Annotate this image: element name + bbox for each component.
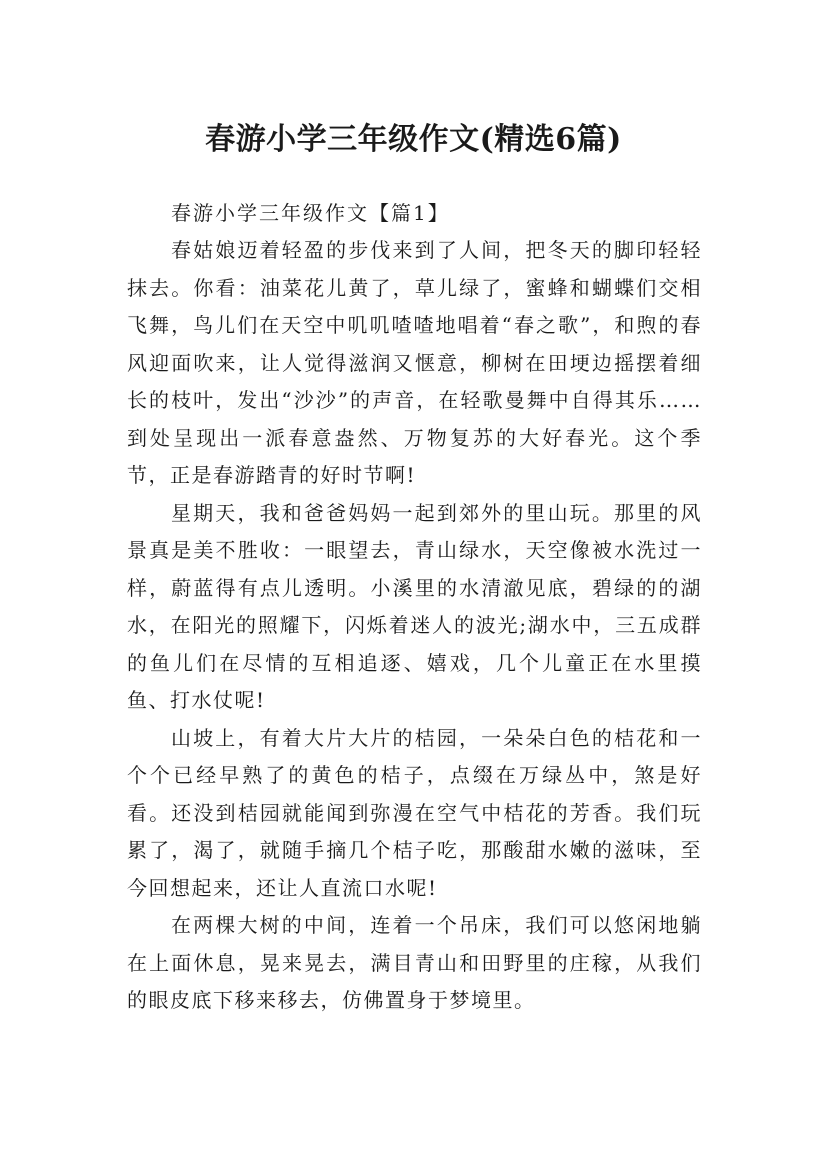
paragraph-2: 星期天，我和爸爸妈妈一起到郊外的里山玩。那里的风景真是美不胜收：一眼望去，青山绿水，天空像被水洗过一样，蔚蓝得有点儿透明。小溪里的水清澈见底，碧绿的的湖水，在阳光的照耀下，闪烁着迷人的波光;湖水中，三五成群的鱼儿们在尽情的互相追逐、嬉戏，几个儿童正在水里摸鱼、打水仗呢! — [127, 500, 702, 712]
paragraph-4: 在两棵大树的中间，连着一个吊床，我们可以悠闲地躺在上面休息，晃来晃去，满目青山和田野里的庄稼，从我们的眼皮底下移来移去，仿佛置身于梦境里。 — [127, 913, 702, 1012]
paragraph-3: 山坡上，有着大片大片的桔园，一朵朵白色的桔花和一个个已经早熟了的黄色的桔子，点缀在万绿丛中，煞是好看。还没到桔园就能闻到弥漫在空气中桔花的芳香。我们玩累了，渴了，就随手摘几个桔子吃，那酸甜水嫩的滋味，至今回想起来，还让人直流口水呢! — [127, 725, 702, 900]
document-body — [127, 195, 702, 1020]
paragraph-1: 春姑娘迈着轻盈的步伐来到了人间，把冬天的脚印轻轻抹去。你看：油菜花儿黄了，草儿绿了，蜜蜂和蝴蝶们交相飞舞，鸟儿们在天空中叽叽喳喳地唱着“春之歌”，和煦的春风迎面吹来，让人觉得滋润又惬意，柳树在田埂边摇摆着细长的枝叶，发出“沙沙”的声音，在轻歌曼舞中自得其乐……到处呈现出一派春意盎然、万物复苏的大好春光。这个季节，正是春游踏青的好时节啊! — [127, 238, 702, 487]
section-heading: 春游小学三年级作文【篇1】 — [171, 201, 450, 225]
document-title: 春游小学三年级作文(精选6篇) — [205, 122, 622, 158]
